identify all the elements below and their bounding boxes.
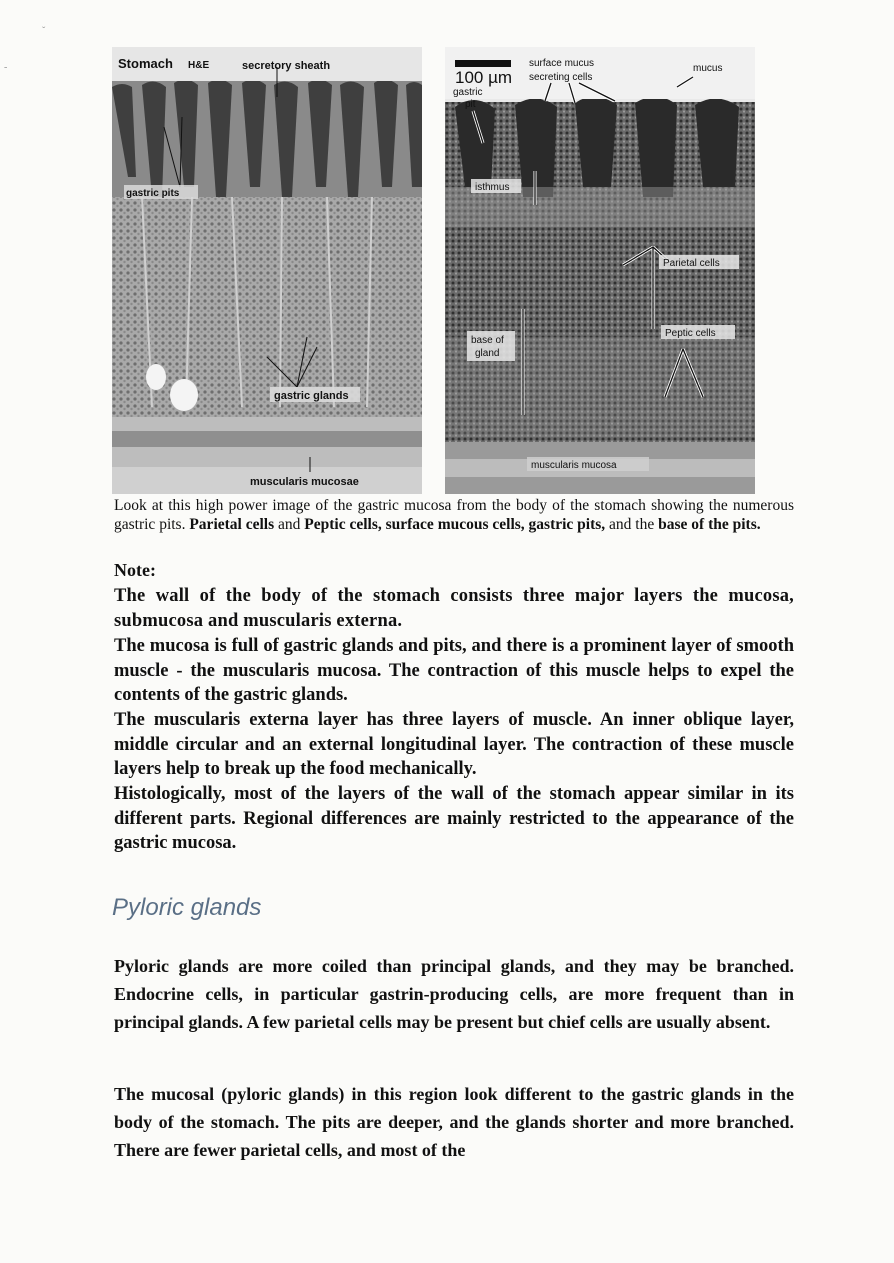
label-base-of: base of <box>471 335 504 346</box>
scale-bar <box>455 60 511 67</box>
label-pit: pit <box>465 99 476 110</box>
label-gastric-glands: gastric glands <box>274 390 349 402</box>
label-mucus: mucus <box>693 63 723 74</box>
label-stomach: Stomach <box>118 56 173 71</box>
body-paragraph: The mucosal (pyloric glands) in this region look different to the gastric glands in the body of the stomach. The pits are deeper, and the glands shorter and more branched. There are fewer parietal cells, and most of the <box>114 1084 794 1160</box>
label-muscularis-mucosae: muscularis mucosae <box>250 476 359 488</box>
histology-image-right <box>445 47 755 494</box>
figure-gastric-mucosa <box>445 47 755 494</box>
figure-caption: Look at this high power image of the gastric mucosa from the body of the stomach showing the numerous gastric pits. Parietal cells and Peptic cells, surface mucous cells, gastric pits, and the base of the pits. <box>114 497 794 533</box>
scan-speck: - <box>4 62 8 73</box>
label-gastric-pits: gastric pits <box>126 188 180 199</box>
scan-speck: ˇ <box>42 26 46 37</box>
note-paragraph: The mucosa is full of gastric glands and pits, and there is a prominent layer of smooth muscle - the muscularis mucosa. The contraction of this muscle helps to expel the contents of the gastric glands. <box>114 636 794 705</box>
note-paragraph: The wall of the body of the stomach consists three major layers the mucosa, submucosa and muscularis externa. <box>114 586 794 631</box>
label-gastric-pit: gastric <box>453 87 483 98</box>
label-secretory-sheath: secretory sheath <box>242 60 331 72</box>
section-title: Pyloric glands <box>112 894 262 921</box>
label-peptic-cells: Peptic cells <box>665 328 716 339</box>
histology-image-left <box>112 47 422 494</box>
label-surface-mucus: surface mucus <box>529 58 595 69</box>
label-muscularis-mucosa: muscularis mucosa <box>531 460 617 471</box>
body-paragraph: Pyloric glands are more coiled than principal glands, and they may be branched. Endocrine cells, in particular gastrin-producing cells, are more frequent than in principal glands. A few parietal cells may be present but chief cells are usually absent. <box>114 956 794 1032</box>
label-parietal-cells: Parietal cells <box>663 258 720 269</box>
label-scale: 100 µm <box>455 68 513 87</box>
label-isthmus: isthmus <box>475 182 510 193</box>
label-gland: gland <box>475 348 500 359</box>
note-heading: Note: <box>114 560 156 580</box>
note-paragraph: The muscularis externa layer has three layers of muscle. An inner oblique layer, middle circular and an external longitudinal layer. The contraction of these muscle layers help to break up the food mechanically. <box>114 710 794 779</box>
label-secreting-cells: secreting cells <box>529 72 593 83</box>
note-paragraph: Histologically, most of the layers of the wall of the stomach appear similar in its different parts. Regional differences are mainly restricted to the appearance of the gastric mucosa. <box>114 784 794 853</box>
label-stain: H&E <box>188 60 210 71</box>
figure-stomach-he <box>112 47 422 494</box>
